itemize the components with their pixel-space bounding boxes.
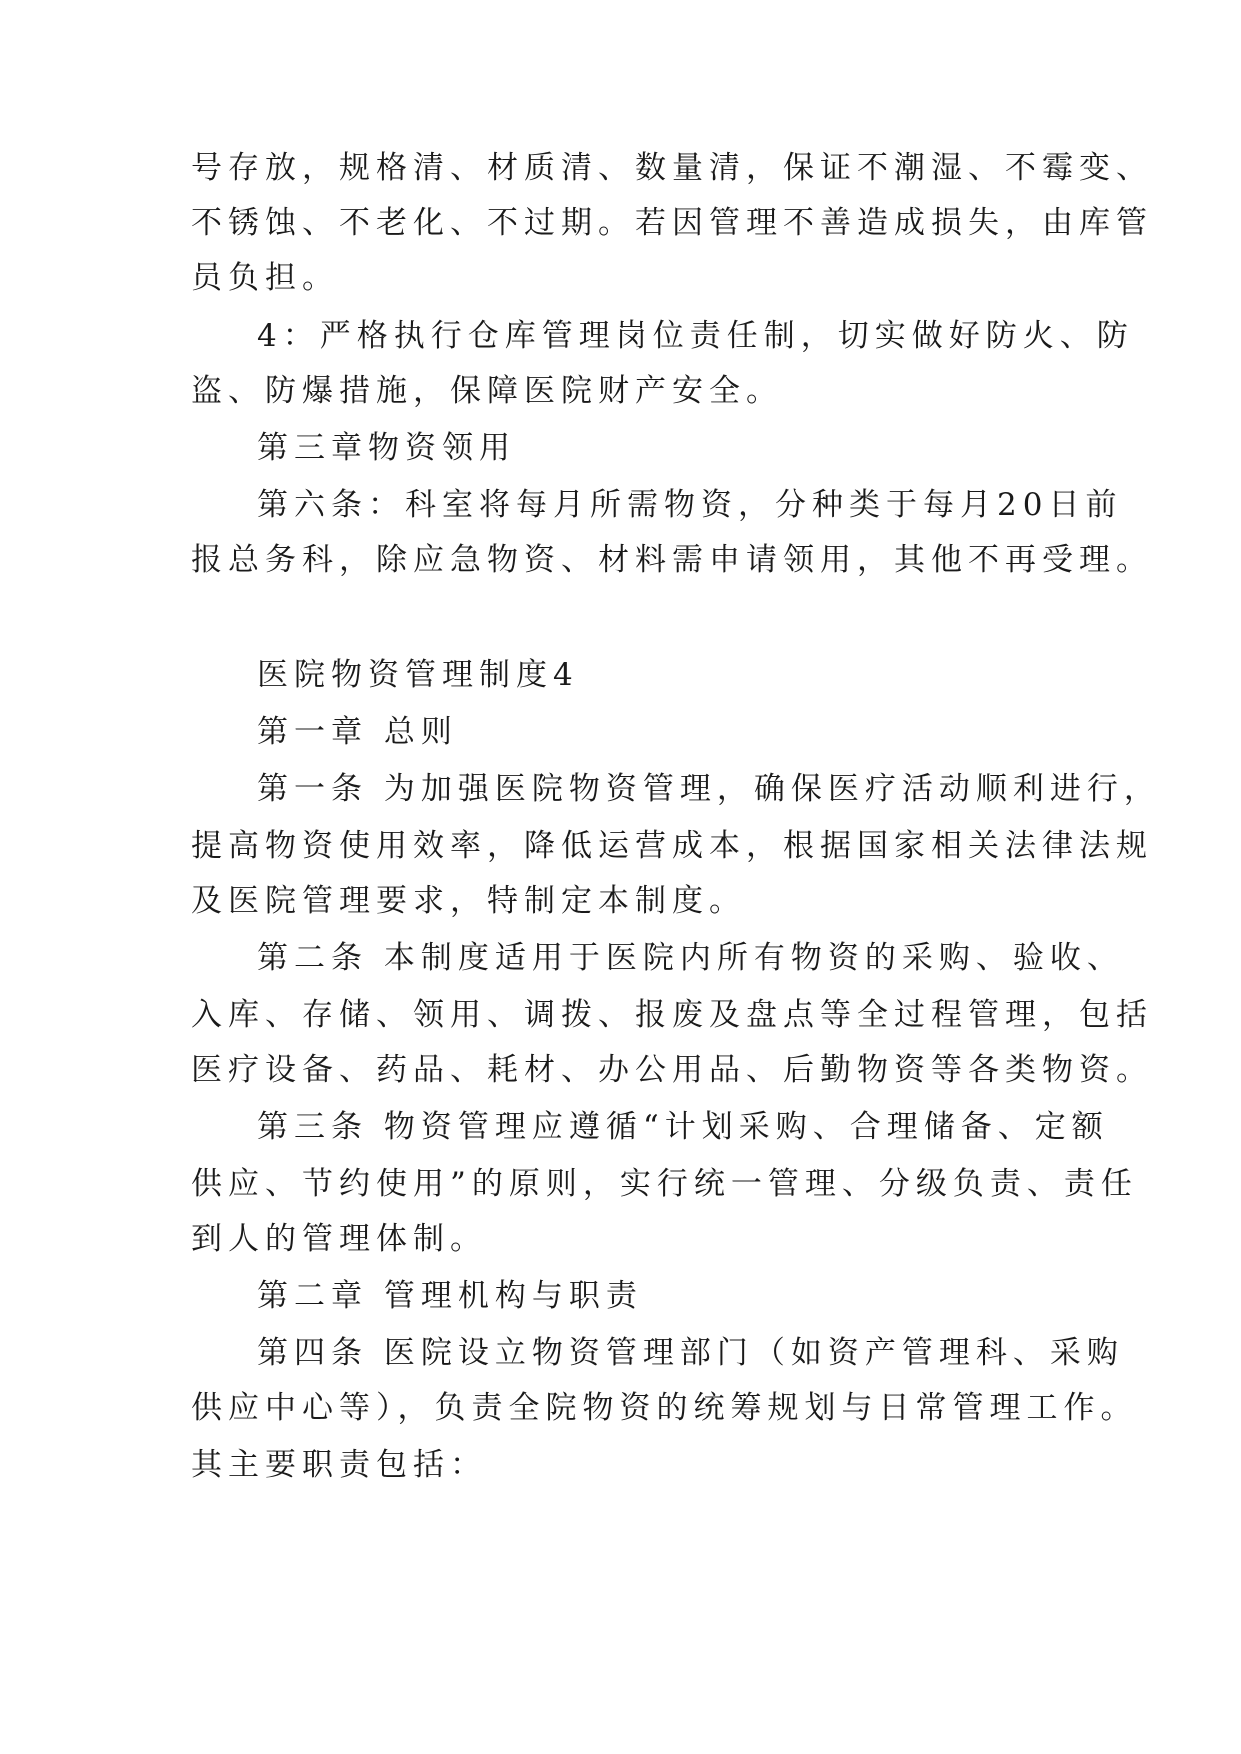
document-title: 医院物资管理制度4 xyxy=(257,657,579,693)
text-line: 第三条 物资管理应遵循“计划采购、合理储备、定额 xyxy=(257,1109,1109,1145)
chapter-heading: 第二章 管理机构与职责 xyxy=(257,1278,643,1314)
text-line: 第六条：科室将每月所需物资，分种类于每月20日前 xyxy=(257,487,1123,523)
text-line: 其主要职责包括： xyxy=(191,1447,487,1483)
text-line: 供应、节约使用”的原则，实行统一管理、分级负责、责任 xyxy=(191,1166,1138,1202)
text-line: 到人的管理体制。 xyxy=(191,1221,487,1257)
text-line: 号存放，规格清、材质清、数量清，保证不潮湿、不霉变、 xyxy=(191,150,1153,186)
text-line: 报总务科，除应急物资、材料需申请领用，其他不再受理。 xyxy=(191,542,1153,578)
text-line: 供应中心等），负责全院物资的统筹规划与日常管理工作。 xyxy=(191,1390,1138,1426)
text-line: 盗、防爆措施，保障医院财产安全。 xyxy=(191,373,783,409)
text-line: 第四条 医院设立物资管理部门（如资产管理科、采购 xyxy=(257,1335,1124,1371)
chapter-heading: 第三章物资领用 xyxy=(257,430,516,466)
text-line: 医疗设备、药品、耗材、办公用品、后勤物资等各类物资。 xyxy=(191,1052,1153,1088)
text-line: 入库、存储、领用、调拨、报废及盘点等全过程管理，包括 xyxy=(191,997,1153,1033)
text-line: 第一条 为加强医院物资管理，确保医疗活动顺利进行， xyxy=(257,771,1161,807)
text-line: 第二条 本制度适用于医院内所有物资的采购、验收、 xyxy=(257,940,1124,976)
text-line: 不锈蚀、不老化、不过期。若因管理不善造成损失，由库管 xyxy=(191,205,1153,241)
chapter-heading: 第一章 总则 xyxy=(257,714,458,750)
text-line: 员负担。 xyxy=(191,260,339,296)
text-line: 4：严格执行仓库管理岗位责任制，切实做好防火、防 xyxy=(257,318,1134,354)
text-line: 及医院管理要求，特制定本制度。 xyxy=(191,883,746,919)
text-line: 提高物资使用效率，降低运营成本，根据国家相关法律法规 xyxy=(191,828,1153,864)
